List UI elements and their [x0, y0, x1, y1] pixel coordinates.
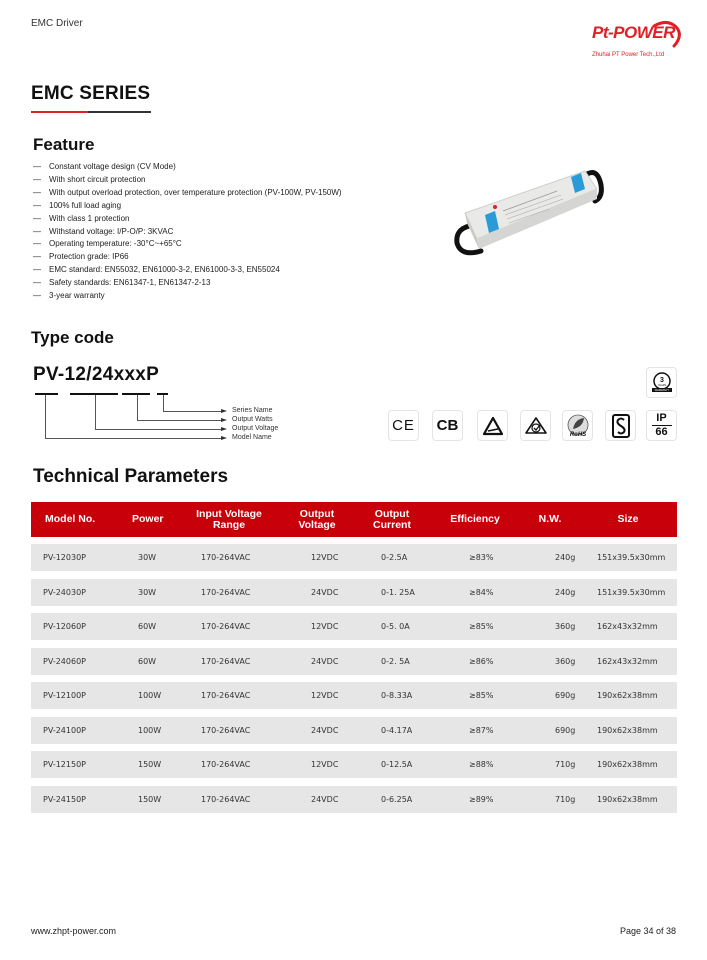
table-cell: 0-4.17A: [381, 725, 413, 735]
table-cell: 0-6.25A: [381, 794, 413, 804]
table-cell: 360g: [555, 622, 576, 631]
feature-heading: Feature: [33, 135, 95, 154]
technical-parameters-table: [31, 502, 677, 813]
table-row: [31, 648, 677, 675]
arrow-icon: [221, 427, 227, 431]
table-cell: ≥87%: [469, 725, 494, 735]
page-title: EMC SERIES: [31, 83, 151, 104]
table-cell: PV-24030P: [43, 587, 86, 597]
table-row: [31, 579, 677, 606]
table-row: [31, 751, 677, 778]
table-cell: 12VDC: [311, 622, 339, 631]
table-cell: 170-264VAC: [201, 622, 251, 631]
table-cell: 170-264VAC: [201, 553, 251, 562]
table-cell: 170-264VAC: [201, 760, 251, 769]
warranty-badge-icon: [646, 367, 677, 398]
table-cell: 100W: [138, 725, 162, 735]
code-segment-watts: [122, 393, 150, 395]
table-cell: 12VDC: [311, 760, 339, 769]
title-underline: [88, 111, 151, 113]
feature-item: — EMC standard: EN55032, EN61000-3-2, EN61000-3-3, EN55024: [33, 265, 280, 275]
table-cell: ≥86%: [469, 656, 494, 666]
table-cell: 24VDC: [311, 725, 339, 735]
table-cell: 240g: [555, 587, 576, 597]
type-code-heading: Type code: [31, 328, 114, 347]
table-cell: 162x43x32mm: [597, 622, 658, 631]
table-cell: ≥89%: [469, 794, 494, 804]
feature-item: — Safety standards: EN61347-1, EN61347-2-13: [33, 278, 211, 288]
table-cell: 12VDC: [311, 553, 339, 562]
table-cell: PV-12100P: [43, 691, 86, 700]
table-cell: 360g: [555, 656, 576, 666]
page-number: Page 34 of 38: [619, 926, 676, 936]
table-cell: ≥88%: [469, 760, 494, 769]
table-cell: 190x62x38mm: [597, 691, 658, 700]
table-cell: 0-1. 25A: [381, 587, 415, 597]
logo-subtitle: Zhuhai PT Power Tech.,Ltd: [592, 52, 665, 58]
table-cell: 30W: [138, 587, 157, 597]
table-cell: 690g: [555, 725, 576, 735]
table-cell: 190x62x38mm: [597, 760, 658, 769]
table-cell: 170-264VAC: [201, 656, 251, 666]
table-row: [31, 717, 677, 744]
column-header: Model No.: [45, 513, 96, 525]
table-cell: 190x62x38mm: [597, 725, 658, 735]
table-header: [31, 502, 677, 537]
ce-mark-icon: CE: [388, 410, 419, 441]
table-cell: PV-12150P: [43, 760, 86, 769]
table-cell: 0-12.5A: [381, 760, 413, 769]
column-header: Output Current: [373, 507, 411, 531]
table-cell: 170-264VAC: [201, 691, 251, 700]
feature-list: [33, 161, 342, 303]
feature-item: — 100% full load aging: [33, 200, 122, 210]
svg-text:3: 3: [659, 376, 664, 384]
title-underline-accent: [31, 111, 88, 113]
column-header: Output Voltage: [298, 507, 336, 531]
code-segment-model: [35, 393, 58, 395]
feature-item: — Withstand voltage: I/P-O/P: 3KVAC: [33, 226, 174, 236]
type-code-label-model: Model Name: [232, 434, 272, 441]
table-cell: 170-264VAC: [201, 794, 251, 804]
rcm-mark-icon: [520, 410, 551, 441]
logo-text: Pt-POWER: [592, 23, 675, 42]
table-cell: 190x62x38mm: [597, 794, 658, 804]
table-cell: 240g: [555, 553, 576, 562]
table-cell: ≥85%: [469, 691, 494, 700]
table-cell: 24VDC: [311, 587, 339, 597]
footer-website: www.zhpt-power.com: [31, 926, 117, 936]
arrow-icon: [221, 418, 227, 422]
feature-item: — 3-year warranty: [33, 291, 105, 301]
table-cell: 170-264VAC: [201, 725, 251, 735]
type-code-label-voltage: Output Voltage: [232, 425, 279, 432]
table-row: [31, 786, 677, 813]
table-cell: ≥84%: [469, 587, 494, 597]
feature-item: — With short circuit protection: [33, 174, 146, 184]
table-row: [31, 682, 677, 709]
table-cell: 0-2. 5A: [381, 656, 410, 666]
logo-swoosh-icon: [650, 20, 682, 50]
column-header: Power: [132, 513, 164, 525]
table-cell: ≥83%: [469, 553, 494, 562]
product-image: [445, 155, 615, 270]
table-cell: 12VDC: [311, 691, 339, 700]
table-cell: 162x43x32mm: [597, 656, 658, 666]
svg-text:WARRANTY: WARRANTY: [654, 388, 669, 392]
type-code-label-watts: Output Watts: [232, 416, 273, 423]
table-cell: PV-24150P: [43, 794, 86, 804]
rohs-mark-icon: [562, 410, 593, 441]
company-logo: [588, 20, 682, 64]
arrow-icon: [221, 409, 227, 413]
table-cell: 24VDC: [311, 794, 339, 804]
feature-item: — With class 1 protection: [33, 213, 130, 223]
table-cell: 0-5. 0A: [381, 622, 410, 631]
s-mark-icon: [605, 410, 636, 441]
svg-text:YEARS: YEARS: [657, 383, 666, 387]
table-row: [31, 544, 677, 571]
table-cell: 100W: [138, 691, 162, 700]
feature-item: — Operating temperature: -30°C~+65°C: [33, 239, 182, 249]
column-header: Size: [617, 513, 639, 525]
feature-item: — Protection grade: IP66: [33, 252, 129, 262]
table-cell: PV-24100P: [43, 725, 86, 735]
table-cell: 150W: [138, 760, 162, 769]
code-segment-voltage: [70, 393, 118, 395]
table-cell: PV-12060P: [43, 622, 86, 631]
table-cell: 24VDC: [311, 656, 339, 666]
svg-text:RoHS: RoHS: [569, 431, 586, 438]
table-cell: 690g: [555, 691, 576, 700]
feature-item: — With output overload protection, over temperature protection (PV-100W, PV-150W): [33, 187, 342, 197]
table-cell: ≥85%: [469, 622, 494, 631]
type-code-label-series: Series Name: [232, 407, 273, 414]
column-header: N.W.: [538, 513, 562, 525]
triangle-cert-icon: [477, 410, 508, 441]
cb-mark-icon: CB: [432, 410, 463, 441]
table-cell: 0-2.5A: [381, 553, 408, 562]
table-cell: 710g: [555, 794, 576, 804]
table-cell: 0-8.33A: [381, 691, 413, 700]
table-cell: 151x39.5x30mm: [597, 553, 666, 562]
technical-parameters-heading: Technical Parameters: [33, 466, 229, 487]
table-cell: 60W: [138, 622, 157, 631]
type-code: PV-12/24xxxP: [33, 364, 160, 385]
table-cell: 150W: [138, 794, 162, 804]
table-row: [31, 613, 677, 640]
table-cell: 30W: [138, 553, 157, 562]
table-cell: 151x39.5x30mm: [597, 587, 666, 597]
arrow-icon: [221, 436, 227, 440]
table-cell: 60W: [138, 656, 157, 666]
document-label: EMC Driver: [31, 18, 83, 29]
ip66-rating-icon: IP 66: [646, 410, 677, 441]
column-header: Input Voltage Range: [196, 507, 262, 531]
table-cell: PV-12030P: [43, 553, 86, 562]
column-header: Efficiency: [450, 513, 500, 525]
table-cell: 710g: [555, 760, 576, 769]
table-cell: 170-264VAC: [201, 587, 251, 597]
feature-item: — Constant voltage design (CV Mode): [33, 162, 176, 171]
table-cell: PV-24060P: [43, 656, 86, 666]
table-body: [31, 544, 677, 813]
